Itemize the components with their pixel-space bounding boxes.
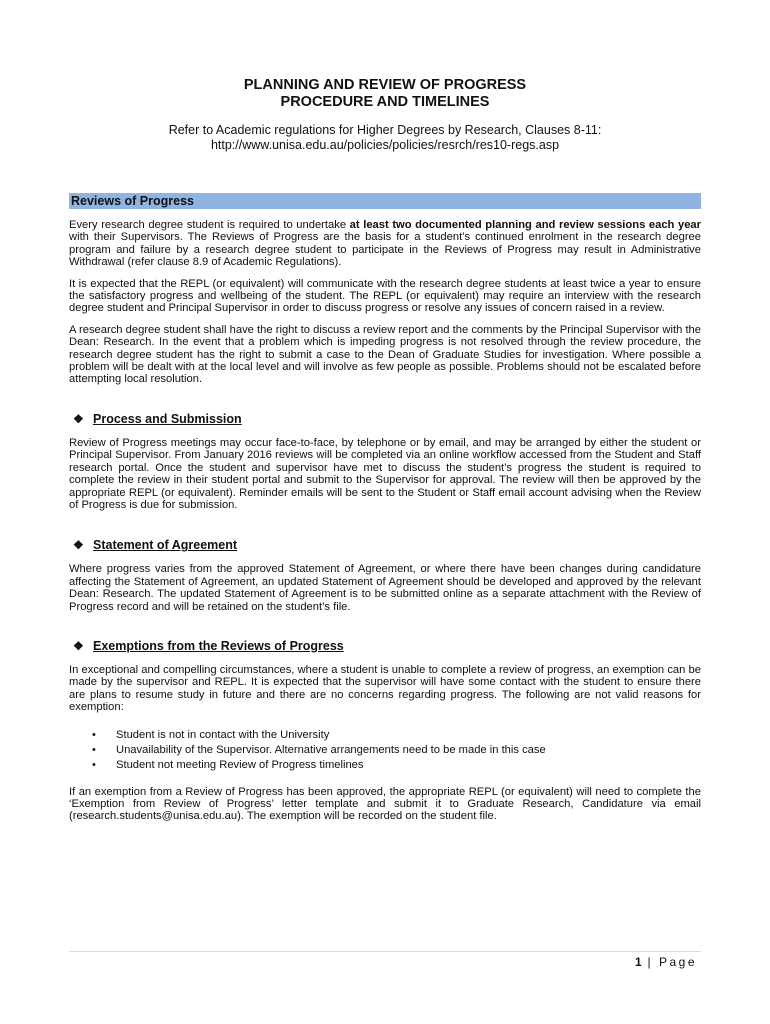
bullet-icon: • <box>92 758 96 771</box>
document-body <box>69 193 701 823</box>
title-line-1: PLANNING AND REVIEW OF PROGRESS <box>243 77 527 93</box>
list-item-text: Student is not in contact with the University <box>116 728 330 741</box>
title-line-2: PROCEDURE AND TIMELINES <box>280 94 490 110</box>
regulations-reference <box>0 123 770 153</box>
page-footer <box>635 955 697 969</box>
exemption-reasons-list <box>69 728 701 773</box>
section-heading-reviews: Reviews of Progress <box>69 193 701 209</box>
agreement-paragraph: Where progress varies from the approved Statement of Agreement, or where there have been changes during candidature affecting the Statement of Agreement, an updated Statement of Agreement should be developed and approved by the relevant Dean: Research. The updated Statement of Agreement is to be submitted online as a separate attachment with the Review of Progress record and will be retained on the student’s file. <box>69 563 701 613</box>
reference-url[interactable]: http://www.unisa.edu.au/policies/policies/resrch/res10-regs.asp <box>210 138 560 152</box>
diamond-bullet-icon: ❖ <box>73 538 84 553</box>
page-number: 1 <box>634 955 642 969</box>
list-item <box>69 743 701 758</box>
list-item-text: Student not meeting Review of Progress timelines <box>116 758 364 771</box>
process-paragraph: Review of Progress meetings may occur face-to-face, by telephone or by email, and may be arranged by either the student or Principal Supervisor. From January 2016 reviews will be completed via an online workflow accessed from the Student and Staff research portal. Once the student and supervisor have met to discuss the student’s progress the student is required to complete the review in their student portal and submit to the Supervisor for approval. The review will then be approved by the appropriate REPL (or equivalent). Reminder emails will be sent to the Student or Staff email account advising when the Review of Progress is due for submission. <box>69 436 701 511</box>
exemptions-paragraph-2: If an exemption from a Review of Progress has been approved, the appropriate REPL (or equivalent) will need to complete the ‘Exemption from Review of Progress’ letter template and submit it to Graduate Research, Candidature via email (research.students@unisa.edu.au). The exemption will be recorded on the student file. <box>69 785 701 823</box>
list-item <box>69 728 701 743</box>
bullet-icon: • <box>92 728 96 741</box>
reviews-paragraph-2: It is expected that the REPL (or equivalent) will communicate with the research degree students at least twice a year to ensure the satisfactory progress and wellbeing of the student. The REPL (or equivalent) may require an interview with the research degree student and Principal Supervisor in order to discuss progress or resolve any issues of concern raised in a review. <box>69 277 701 315</box>
document-title <box>0 77 770 111</box>
agreement-heading-label: Statement of Agreement <box>93 538 238 553</box>
process-heading-label: Process and Submission <box>93 411 242 426</box>
reviews-paragraph-3: A research degree student shall have the right to discuss a review report and the comments by the Principal Supervisor with the Dean: Research. In the event that a problem which is impeding progress is not resolved through the review procedure, the research degree student has the right to submit a case to the Dean of Graduate Studies for investigation. Where possible a problem will be dealt with at the local level and will involve as few people as possible. Problems should not be escalated before attempting local resolution. <box>69 323 701 386</box>
list-item <box>69 758 701 773</box>
section-heading-process <box>73 411 701 427</box>
section-heading-agreement <box>73 537 701 553</box>
reviews-p1-rest: with their Supervisors. The Reviews of Progress are the basis for a student’s continued enrolment in the research degree program and failure by a research degree student to participate in the Reviews of Progress may result in Administrative Withdrawal (refer clause 8.9 of Academic Regulations). <box>69 231 701 269</box>
page-label: | Page <box>647 955 697 969</box>
exemptions-heading-label: Exemptions from the Reviews of Progress <box>93 638 344 653</box>
diamond-bullet-icon: ❖ <box>73 638 84 653</box>
exemptions-paragraph-1: In exceptional and compelling circumstances, where a student is unable to complete a review of progress, an exemption can be made by the supervisor and REPL. It is expected that the supervisor will have some contact with the student to ensure there are plans to resume study in future and there are no concerns regarding progress. The following are not valid reasons for exemption: <box>69 663 701 714</box>
reference-text: Refer to Academic regulations for Higher Degrees by Research, Clauses 8-11: <box>168 123 602 137</box>
reviews-p1-intro: Every research degree student is required to undertake <box>69 219 350 231</box>
diamond-bullet-icon: ❖ <box>73 411 84 426</box>
reviews-paragraph-1 <box>69 219 701 269</box>
section-heading-exemptions <box>73 638 701 654</box>
reviews-p1-emphasis: at least two documented planning and review sessions each year <box>349 219 702 231</box>
footer-divider <box>69 951 701 952</box>
list-item-text: Unavailability of the Supervisor. Alternative arrangements need to be made in this case <box>116 743 546 756</box>
bullet-icon: • <box>92 743 96 756</box>
